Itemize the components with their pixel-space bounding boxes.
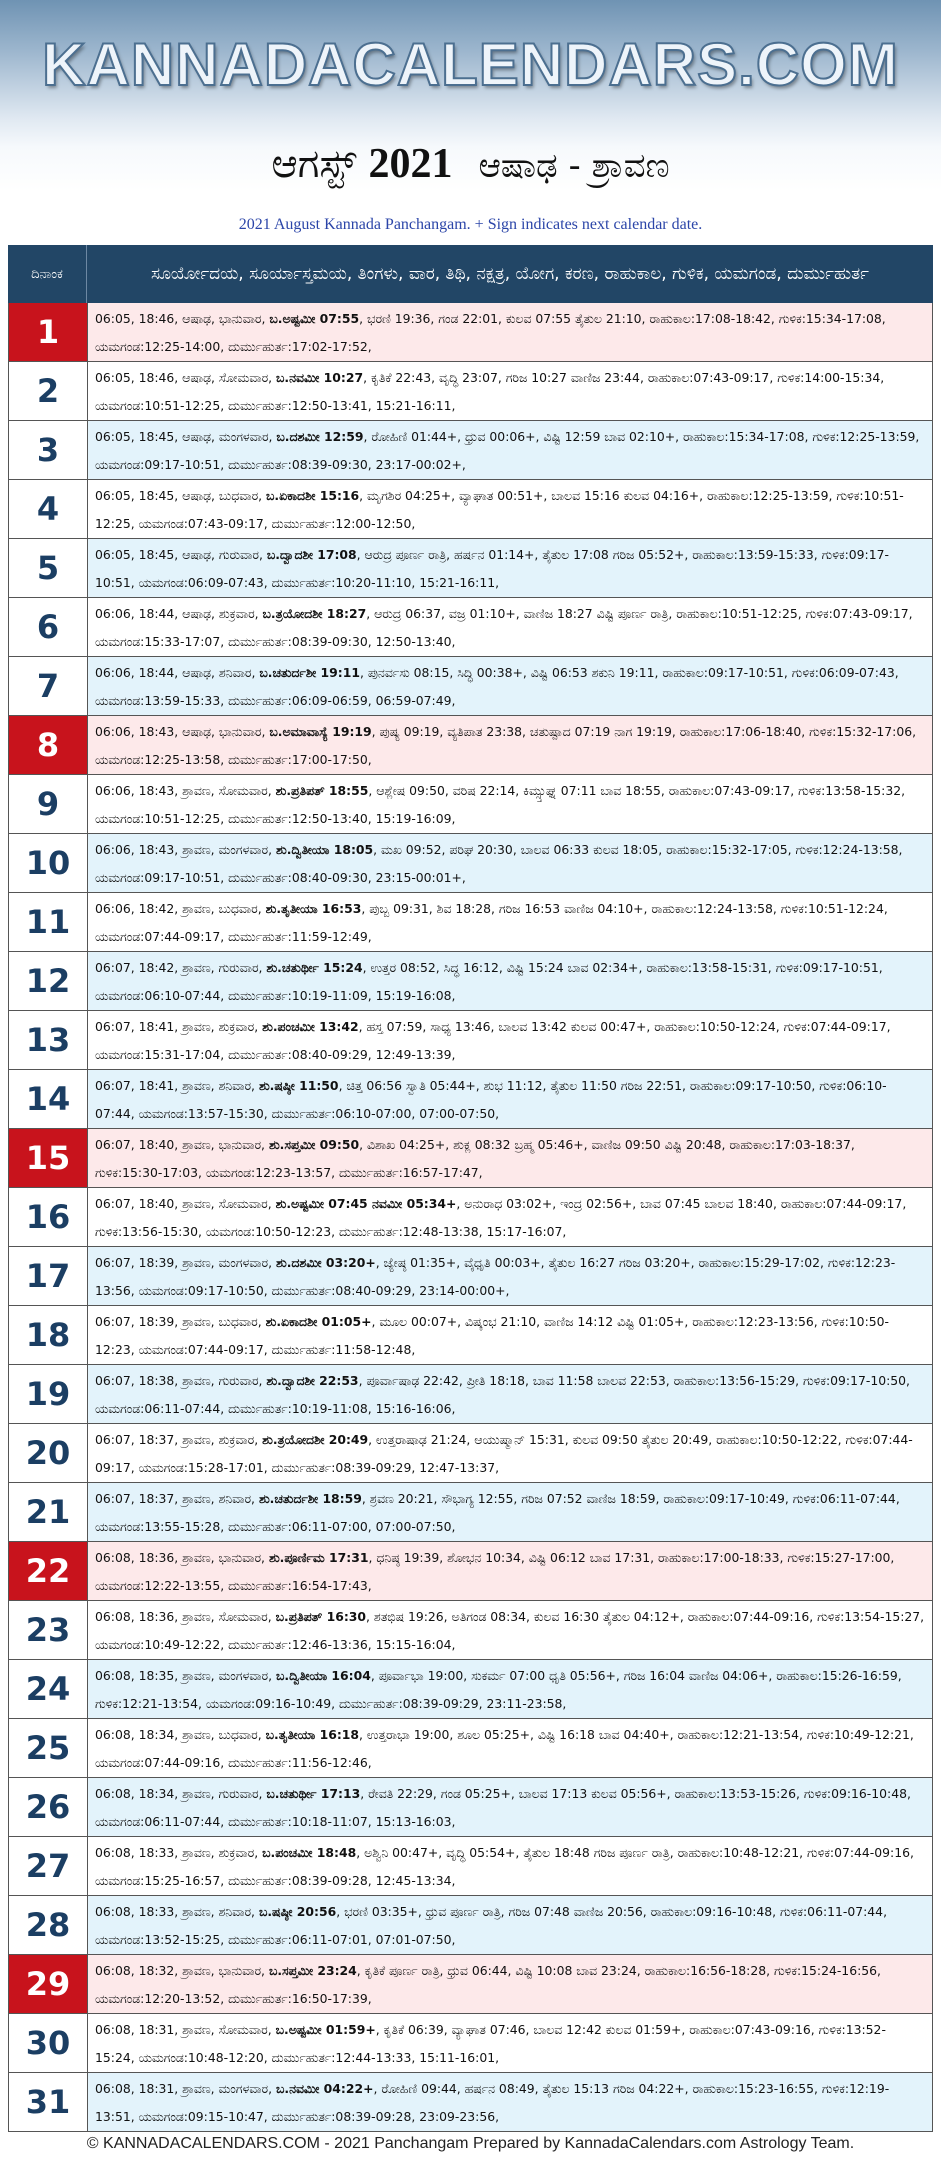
day-number: 10 [8, 834, 88, 892]
table-row [8, 1896, 933, 1955]
day-number: 3 [8, 421, 88, 479]
day-number: 4 [8, 480, 88, 538]
table-row [8, 598, 933, 657]
details-rest: , ಪುಷ್ಯ 09:19, ವ್ಯತಿಪಾತ 23:38, ಚತುಷ್ಪಾದ 07:19 ನಾಗ 19:19, ರಾಹುಕಾಲ:17:06-18:40, ಗುಳಿಕ:15:32-17:06, ಯಮಗಂಡ:12:25-13:58, ದುರ್ಮುಹುರ್ತ:17:00-17:50, [95, 724, 917, 767]
details-rest: , ಕೃತಿಕೆ 22:43, ವೃದ್ಧಿ 23:07, ಗರಿಜ 10:27 ವಾಣಿಜ 23:44, ರಾಹುಕಾಲ:07:43-09:17, ಗುಳಿಕ:14:00-15:34, ಯಮಗಂಡ:10:51-12:25, ದುರ್ಮುಹುರ್ತ:12:50-13:41, 15:21-16:11, [95, 370, 885, 413]
tithi: ಶು.ಚತುರ್ದಶೀ 18:59 [258, 1491, 362, 1506]
table-row [8, 1483, 933, 1542]
details-rest: , ಅನುರಾಧ 03:02+, ಇಂದ್ರ 02:56+, ಬಾವ 07:45 ಬಾಲವ 18:40, ರಾಹುಕಾಲ:07:44-09:17, ಗುಳಿಕ:13:56-15:30, ಯಮಗಂಡ:10:50-12:23, ದುರ್ಮುಹುರ್ತ:12:48-13:38, 15:17-16:07, [95, 1196, 907, 1239]
day-number: 12 [8, 952, 88, 1010]
tithi: ಬ.ತ್ರಯೋದಶೀ 18:27 [262, 606, 367, 621]
details-prefix: 06:06, 18:43, ಆಷಾಢ, ಭಾನುವಾರ, [95, 724, 270, 739]
details-prefix: 06:05, 18:46, ಆಷಾಢ, ಸೋಮವಾರ, [95, 370, 277, 385]
details-prefix: 06:05, 18:45, ಆಷಾಢ, ಬುಧವಾರ, [95, 488, 267, 503]
table-row [8, 1247, 933, 1306]
details-rest: , ಹಸ್ತ 07:59, ಸಾಧ್ಯ 13:46, ಬಾಲವ 13:42 ಕುಲವ 00:47+, ರಾಹುಕಾಲ:10:50-12:24, ಗುಳಿಕ:07:44-09:17, ಯಮಗಂಡ:15:31-17:04, ದುರ್ಮುಹುರ್ತ:08:40-09:29, 12:49-13:39, [95, 1019, 891, 1062]
details-rest: , ಚಿತ್ತ 06:56 ಸ್ವಾತಿ 05:44+, ಶುಭ 11:12, ತೈತುಲ 11:50 ಗರಿಜ 22:51, ರಾಹುಕಾಲ:09:17-10:50, ಗುಳಿಕ:06:10-07:44, ಯಮಗಂಡ:13:57-15:30, ದುರ್ಮುಹುರ್ತ:06:10-07:00, 07:00-07:50, [95, 1078, 887, 1121]
table-row [8, 362, 933, 421]
day-details [88, 1483, 933, 1541]
day-details [88, 1896, 933, 1954]
day-details [88, 716, 933, 774]
details-prefix: 06:07, 18:38, ಶ್ರಾವಣ, ಗುರುವಾರ, [95, 1373, 267, 1388]
details-rest: , ಅಶ್ವಿನಿ 00:47+, ವೃದ್ಧಿ 05:54+, ತೈತುಲ 18:48 ಗರಿಜ ಪೂರ್ಣ ರಾತ್ರಿ, ರಾಹುಕಾಲ:10:48-12:21, ಗುಳಿಕ:07:44-09:16, ಯಮಗಂಡ:15:25-16:57, ದುರ್ಮುಹುರ್ತ:08:39-09:28, 12:45-13:34, [95, 1845, 914, 1888]
day-details [88, 2073, 933, 2131]
day-number: 20 [8, 1424, 88, 1482]
details-rest: , ಧನಿಷ್ಠ 19:39, ಶೋಭನ 10:34, ವಿಷ್ಟಿ 06:12 ಬಾವ 17:31, ರಾಹುಕಾಲ:17:00-18:33, ಗುಳಿಕ:15:27-17:00, ಯಮಗಂಡ:12:22-13:55, ದುರ್ಮುಹುರ್ತ:16:54-17:43, [95, 1550, 895, 1593]
details-prefix: 06:07, 18:40, ಶ್ರಾವಣ, ಸೋಮವಾರ, [95, 1196, 276, 1211]
day-details [88, 775, 933, 833]
day-number: 14 [8, 1070, 88, 1128]
tithi: ಬ.ಚತುರ್ಥೀ 17:13 [266, 1786, 361, 1801]
day-number: 11 [8, 893, 88, 951]
details-prefix: 06:08, 18:33, ಶ್ರಾವಣ, ಶನಿವಾರ, [95, 1904, 259, 1919]
tithi: ಬ.ಷಷ್ಠೀ 20:56 [258, 1904, 337, 1919]
tithi: ಬ.ಅಷ್ಟಮೀ 01:59+ [275, 2022, 376, 2037]
table-row [8, 1129, 933, 1188]
day-details [88, 1955, 933, 2013]
day-details [88, 952, 933, 1010]
day-details [88, 1542, 933, 1600]
tithi: ಬ.ದ್ವಿತೀಯಾ 16:04 [275, 1668, 371, 1683]
lunar-months: ಆಷಾಢ - ಶ್ರಾವಣ [478, 146, 670, 186]
day-number: 15 [8, 1129, 88, 1187]
day-details [88, 1424, 933, 1482]
tithi: ಬ.ಅಷ್ಟಮೀ 07:55 [269, 311, 360, 326]
table-header [8, 245, 933, 303]
table-body [8, 303, 933, 2132]
tithi: ಬ.ತೃತೀಯಾ 16:18 [265, 1727, 360, 1742]
details-prefix: 06:06, 18:44, ಆಷಾಢ, ಶುಕ್ರವಾರ, [95, 606, 263, 621]
month-name: ಆಗಸ್ಟ್ [271, 141, 357, 187]
day-number: 5 [8, 539, 88, 597]
table-row [8, 1601, 933, 1660]
day-details [88, 1129, 933, 1187]
details-prefix: 06:05, 18:45, ಆಷಾಢ, ಗುರುವಾರ, [95, 547, 267, 562]
details-prefix: 06:07, 18:39, ಶ್ರಾವಣ, ಮಂಗಳವಾರ, [95, 1255, 276, 1270]
day-details [88, 1365, 933, 1423]
details-rest: , ಪೂರ್ವಾಷಾಢ 22:42, ಪ್ರೀತಿ 18:18, ಬಾವ 11:58 ಬಾಲವ 22:53, ರಾಹುಕಾಲ:13:56-15:29, ಗುಳಿಕ:09:17-10:50, ಯಮಗಂಡ:06:11-07:44, ದುರ್ಮುಹುರ್ತ:10:19-11:08, 15:16-16:06, [95, 1373, 910, 1416]
day-number: 6 [8, 598, 88, 656]
table-row [8, 1778, 933, 1837]
details-prefix: 06:08, 18:34, ಶ್ರಾವಣ, ಗುರುವಾರ, [95, 1786, 267, 1801]
day-number: 30 [8, 2014, 88, 2072]
details-rest: , ಕೃತಿಕೆ ಪೂರ್ಣ ರಾತ್ರಿ, ಧ್ರುವ 06:44, ವಿಷ್ಟಿ 10:08 ಬಾವ 23:24, ರಾಹುಕಾಲ:16:56-18:28, ಗುಳಿಕ:15:24-16:56, ಯಮಗಂಡ:12:20-13:52, ದುರ್ಮುಹುರ್ತ:16:50-17:39, [95, 1963, 881, 2006]
details-rest: , ಮೂಲ 00:07+, ವಿಷ್ಕಂಭ 21:10, ವಾಣಿಜ 14:12 ವಿಷ್ಟಿ 01:05+, ರಾಹುಕಾಲ:12:23-13:56, ಗುಳಿಕ:10:50-12:23, ಯಮಗಂಡ:07:44-09:17, ದುರ್ಮುಹುರ್ತ:11:58-12:48, [95, 1314, 889, 1357]
tithi: ಬ.ಅಮಾವಾಸ್ಯೆ 19:19 [269, 724, 372, 739]
details-rest: , ಪೂರ್ವಾಭಾ 19:00, ಸುಕರ್ಮ 07:00 ಧೃತಿ 05:56+, ಗರಿಜ 16:04 ವಾಣಿಜ 04:06+, ರಾಹುಕಾಲ:15:26-16:59, ಗುಳಿಕ:12:21-13:54, ಯಮಗಂಡ:09:16-10:49, ದುರ್ಮುಹುರ್ತ:08:39-09:29, 23:11-23:58, [95, 1668, 902, 1711]
table-row [8, 1660, 933, 1719]
tithi: ಶು.ಸಪ್ತಮೀ 09:50 [268, 1137, 360, 1152]
tithi: ಶು.ತ್ರಯೋದಶೀ 20:49 [262, 1432, 369, 1447]
day-number: 22 [8, 1542, 88, 1600]
details-rest: , ಜ್ಯೇಷ್ಠ 01:35+, ವೈಧೃತಿ 00:03+, ತೈತುಲ 16:27 ಗರಿಜ 03:20+, ರಾಹುಕಾಲ:15:29-17:02, ಗುಳಿಕ:12:23-13:56, ಯಮಗಂಡ:09:17-10:50, ದುರ್ಮುಹುರ್ತ:08:40-09:29, 23:14-00:00+, [95, 1255, 896, 1298]
tithi: ಬ.ನವಮೀ 04:22+ [275, 2081, 374, 2096]
tithi: ಶು.ಪಂಚಮೀ 13:42 [262, 1019, 359, 1034]
year: 2021 [368, 141, 453, 187]
table-row [8, 539, 933, 598]
footer-credit: © KANNADACALENDARS.COM - 2021 Panchangam Prepared by KannadaCalendars.com Astrology Team. [86, 2135, 855, 2152]
details-prefix: 06:06, 18:44, ಆಷಾಢ, ಶನಿವಾರ, [95, 665, 260, 680]
day-number: 23 [8, 1601, 88, 1659]
details-rest: , ಮಖ 09:52, ಪರಿಘ 20:30, ಬಾಲವ 06:33 ಕುಲವ 18:05, ರಾಹುಕಾಲ:15:32-17:05, ಗುಳಿಕ:12:24-13:58, ಯಮಗಂಡ:09:17-10:51, ದುರ್ಮುಹುರ್ತ:08:40-09:30, 23:15-00:01+, [95, 842, 903, 885]
details-prefix: 06:08, 18:33, ಶ್ರಾವಣ, ಶುಕ್ರವಾರ, [95, 1845, 263, 1860]
table-row [8, 1719, 933, 1778]
table-row [8, 1424, 933, 1483]
day-number: 21 [8, 1483, 88, 1541]
details-rest: , ಉತ್ತರ 08:52, ಸಿದ್ಧ 16:12, ವಿಷ್ಟಿ 15:24 ಬಾವ 02:34+, ರಾಹುಕಾಲ:13:58-15:31, ಗುಳಿಕ:09:17-10:51, ಯಮಗಂಡ:06:10-07:44, ದುರ್ಮುಹುರ್ತ:10:19-11:09, 15:19-16:08, [95, 960, 883, 1003]
details-rest: , ಭರಣಿ 03:35+, ಧ್ರುವ ಪೂರ್ಣ ರಾತ್ರಿ, ಗರಿಜ 07:48 ವಾಣಿಜ 20:56, ರಾಹುಕಾಲ:09:16-10:48, ಗುಳಿಕ:06:11-07:44, ಯಮಗಂಡ:13:52-15:25, ದುರ್ಮುಹುರ್ತ:06:11-07:01, 07:01-07:50, [95, 1904, 888, 1947]
table-row [8, 1070, 933, 1129]
table-row [8, 952, 933, 1011]
tithi: ಬ.ಪ್ರತಿಪತ್ 16:30 [275, 1609, 367, 1624]
tithi: ಬ.ಏಕಾದಶೀ 15:16 [266, 488, 360, 503]
details-prefix: 06:06, 18:42, ಶ್ರಾವಣ, ಬುಧವಾರ, [95, 901, 266, 916]
tithi: ಶು.ಚತುರ್ಥೀ 15:24 [266, 960, 363, 975]
day-details [88, 2014, 933, 2072]
table-row [8, 1365, 933, 1424]
table-row [8, 1542, 933, 1601]
details-prefix: 06:08, 18:32, ಶ್ರಾವಣ, ಭಾನುವಾರ, [95, 1963, 269, 1978]
details-rest: , ಆಶ್ಲೇಷ 09:50, ವರಿಷ 22:14, ಕಿಮ್ಸ್ತುಘ್ನ 07:11 ಬಾವ 18:55, ರಾಹುಕಾಲ:07:43-09:17, ಗುಳಿಕ:13:58-15:32, ಯಮಗಂಡ:10:51-12:25, ದುರ್ಮುಹುರ್ತ:12:50-13:40, 15:19-16:09, [95, 783, 906, 826]
tithi: ಶು.ತೃತೀಯಾ 16:53 [265, 901, 362, 916]
table-row [8, 421, 933, 480]
table-row [8, 1011, 933, 1070]
details-rest: , ಶತಭಿಷ 19:26, ಅತಿಗಂಡ 08:34, ಕುಲವ 16:30 ತೈತುಲ 04:12+, ರಾಹುಕಾಲ:07:44-09:16, ಗುಳಿಕ:13:54-15:27, ಯಮಗಂಡ:10:49-12:22, ದುರ್ಮುಹುರ್ತ:12:46-13:36, 15:15-16:04, [95, 1609, 925, 1652]
details-prefix: 06:08, 18:36, ಶ್ರಾವಣ, ಸೋಮವಾರ, [95, 1609, 276, 1624]
details-prefix: 06:08, 18:31, ಶ್ರಾವಣ, ಮಂಗಳವಾರ, [95, 2081, 276, 2096]
table-row [8, 303, 933, 362]
tithi: ಶು.ಅಷ್ಟಮೀ 07:45 ನವಮೀ 05:34+ [275, 1196, 457, 1211]
details-rest: , ಆರುದ್ರ 06:37, ವಜ್ರ 01:10+, ವಾಣಿಜ 18:27 ವಿಷ್ಟಿ ಪೂರ್ಣ ರಾತ್ರಿ, ರಾಹುಕಾಲ:10:51-12:25, ಗುಳಿಕ:07:43-09:17, ಯಮಗಂಡ:15:33-17:07, ದುರ್ಮುಹುರ್ತ:08:39-09:30, 12:50-13:40, [95, 606, 913, 649]
day-number: 24 [8, 1660, 88, 1718]
table-row [8, 657, 933, 716]
day-details [88, 893, 933, 951]
day-number: 31 [8, 2073, 88, 2131]
day-details [88, 1306, 933, 1364]
subtitle: 2021 August Kannada Panchangam. + Sign indicates next calendar date. [238, 216, 703, 233]
day-details [88, 598, 933, 656]
day-details [88, 539, 933, 597]
table-row [8, 893, 933, 952]
day-number: 29 [8, 1955, 88, 2013]
details-prefix: 06:08, 18:31, ಶ್ರಾವಣ, ಸೋಮವಾರ, [95, 2022, 276, 2037]
day-details [88, 1247, 933, 1305]
day-details [88, 1719, 933, 1777]
day-number: 9 [8, 775, 88, 833]
details-prefix: 06:06, 18:43, ಶ್ರಾವಣ, ಸೋಮವಾರ, [95, 783, 276, 798]
details-prefix: 06:06, 18:43, ಶ್ರಾವಣ, ಮಂಗಳವಾರ, [95, 842, 276, 857]
tithi: ಶು.ಪ್ರತಿಪತ್ 18:55 [275, 783, 369, 798]
tithi: ಶು.ಪೂರ್ಣಿಮ 17:31 [268, 1550, 369, 1565]
table-row [8, 2014, 933, 2073]
table-row [8, 834, 933, 893]
tithi: ಬ.ಪಂಚಮೀ 18:48 [262, 1845, 357, 1860]
table-row [8, 1188, 933, 1247]
details-rest: , ರೇವತಿ 22:29, ಗಂಡ 05:25+, ಬಾಲವ 17:13 ಕುಲವ 05:56+, ರಾಹುಕಾಲ:13:53-15:26, ಗುಳಿಕ:09:16-10:48, ಯಮಗಂಡ:06:11-07:44, ದುರ್ಮುಹುರ್ತ:10:18-11:07, 15:13-16:03, [95, 1786, 911, 1829]
day-number: 7 [8, 657, 88, 715]
day-details [88, 480, 933, 538]
details-prefix: 06:07, 18:40, ಶ್ರಾವಣ, ಭಾನುವಾರ, [95, 1137, 269, 1152]
day-number: 13 [8, 1011, 88, 1069]
day-number: 17 [8, 1247, 88, 1305]
tithi: ಬ.ದ್ವಾದಶೀ 17:08 [266, 547, 357, 562]
tithi: ಬ.ನವಮೀ 10:27 [276, 370, 364, 385]
tithi: ಬ.ಸಪ್ತಮೀ 23:24 [268, 1963, 357, 1978]
day-details [88, 1188, 933, 1246]
details-prefix: 06:07, 18:41, ಶ್ರಾವಣ, ಶನಿವಾರ, [95, 1078, 259, 1093]
day-number: 16 [8, 1188, 88, 1246]
details-prefix: 06:05, 18:46, ಆಷಾಢ, ಭಾನುವಾರ, [95, 311, 270, 326]
tithi: ಶು.ಷಷ್ಠೀ 11:50 [258, 1078, 339, 1093]
day-details [88, 1070, 933, 1128]
details-prefix: 06:07, 18:39, ಶ್ರಾವಣ, ಬುಧವಾರ, [95, 1314, 266, 1329]
month-title [0, 140, 941, 188]
site-title[interactable]: KANNADACALENDARS.COM [42, 31, 899, 98]
details-prefix: 06:07, 18:37, ಶ್ರಾವಣ, ಶನಿವಾರ, [95, 1491, 259, 1506]
details-rest: , ಪುನರ್ವಸು 08:15, ಸಿದ್ಧಿ 00:38+, ವಿಷ್ಟಿ 06:53 ಶಕುನಿ 19:11, ರಾಹುಕಾಲ:09:17-10:51, ಗುಳಿಕ:06:09-07:43, ಯಮಗಂಡ:13:59-15:33, ದುರ್ಮುಹುರ್ತ:06:09-06:59, 06:59-07:49, [95, 665, 899, 708]
details-rest: , ಭರಣಿ 19:36, ಗಂಡ 22:01, ಕುಲವ 07:55 ತೈತುಲ 21:10, ರಾಹುಕಾಲ:17:08-18:42, ಗುಳಿಕ:15:34-17:08, ಯಮಗಂಡ:12:25-14:00, ದುರ್ಮುಹುರ್ತ:17:02-17:52, [95, 311, 886, 354]
details-prefix: 06:08, 18:36, ಶ್ರಾವಣ, ಭಾನುವಾರ, [95, 1550, 269, 1565]
details-rest: , ರೋಹಿಣಿ 09:44, ಹರ್ಷನ 08:49, ತೈತುಲ 15:13 ಗರಿಜ 04:22+, ರಾಹುಕಾಲ:15:23-16:55, ಗುಳಿಕ:12:19-13:51, ಯಮಗಂಡ:09:15-10:47, ದುರ್ಮುಹುರ್ತ:08:39-09:28, 23:09-23:56, [95, 2081, 890, 2124]
details-rest: , ಶ್ರವಣ 20:21, ಸೌಭಾಗ್ಯ 12:55, ಗರಿಜ 07:52 ವಾಣಿಜ 18:59, ರಾಹುಕಾಲ:09:17-10:49, ಗುಳಿಕ:06:11-07:44, ಯಮಗಂಡ:13:55-15:28, ದುರ್ಮುಹುರ್ತ:06:11-07:00, 07:00-07:50, [95, 1491, 900, 1534]
details-rest: , ಪುಬ್ಬ 09:31, ಶಿವ 18:28, ಗರಿಜ 16:53 ವಾಣಿಜ 04:10+, ರಾಹುಕಾಲ:12:24-13:58, ಗುಳಿಕ:10:51-12:24, ಯಮಗಂಡ:07:44-09:17, ದುರ್ಮುಹುರ್ತ:11:59-12:49, [95, 901, 888, 944]
details-prefix: 06:05, 18:45, ಆಷಾಢ, ಮಂಗಳವಾರ, [95, 429, 277, 444]
day-details [88, 657, 933, 715]
details-prefix: 06:08, 18:35, ಶ್ರಾವಣ, ಮಂಗಳವಾರ, [95, 1668, 276, 1683]
day-details [88, 303, 933, 361]
table-row [8, 716, 933, 775]
day-details [88, 362, 933, 420]
day-details [88, 1837, 933, 1895]
details-rest: , ಕೃತಿಕೆ 06:39, ವ್ಯಾಘಾತ 07:46, ಬಾಲವ 12:42 ಕುಲವ 01:59+, ರಾಹುಕಾಲ:07:43-09:16, ಗುಳಿಕ:13:52-15:24, ಯಮಗಂಡ:10:48-12:20, ದುರ್ಮುಹುರ್ತ:12:44-13:33, 15:11-16:01, [95, 2022, 886, 2065]
details-rest: , ವಿಶಾಖ 04:25+, ಶುಕ್ಲ 08:32 ಬ್ರಹ್ಮ 05:46+, ವಾಣಿಜ 09:50 ವಿಷ್ಟಿ 20:48, ರಾಹುಕಾಲ:17:03-18:37, ಗುಳಿಕ:15:30-17:03, ಯಮಗಂಡ:12:23-13:57, ದುರ್ಮುಹುರ್ತ:16:57-17:47, [95, 1137, 855, 1180]
header-banner [0, 0, 941, 245]
details-column-header: ಸೂರ್ಯೋದಯ, ಸೂರ್ಯಾಸ್ತಮಯ, ತಿಂಗಳು, ವಾರ, ತಿಥಿ, ನಕ್ಷತ್ರ, ಯೋಗ, ಕರಣ, ರಾಹುಕಾಲ, ಗುಳಿಕ, ಯಮಗಂಡ, ದುರ್ಮುಹುರ್ತ [151, 264, 869, 284]
details-rest: , ಉತ್ತರಾಭಾ 19:00, ಶೂಲ 05:25+, ವಿಷ್ಟಿ 16:18 ಬಾವ 04:40+, ರಾಹುಕಾಲ:12:21-13:54, ಗುಳಿಕ:10:49-12:21, ಯಮಗಂಡ:07:44-09:16, ದುರ್ಮುಹುರ್ತ:11:56-12:46, [95, 1727, 914, 1770]
day-details [88, 1011, 933, 1069]
tithi: ಶು.ದ್ವಿತೀಯಾ 18:05 [275, 842, 374, 857]
table-row [8, 1306, 933, 1365]
day-details [88, 834, 933, 892]
day-number: 26 [8, 1778, 88, 1836]
day-number: 28 [8, 1896, 88, 1954]
date-column-header: ದಿನಾಂಕ [8, 245, 87, 303]
details-rest: , ಮೃಗಶಿರ 04:25+, ವ್ಯಾಘಾತ 00:51+, ಬಾಲವ 15:16 ಕುಲವ 04:16+, ರಾಹುಕಾಲ:12:25-13:59, ಗುಳಿಕ:10:51-12:25, ಯಮಗಂಡ:07:43-09:17, ದುರ್ಮುಹುರ್ತ:12:00-12:50, [95, 488, 904, 531]
day-details [88, 1778, 933, 1836]
tithi: ಶು.ದ್ವಾದಶೀ 22:53 [266, 1373, 359, 1388]
day-number: 8 [8, 716, 88, 774]
table-row [8, 775, 933, 834]
table-row [8, 2073, 933, 2132]
details-prefix: 06:07, 18:37, ಶ್ರಾವಣ, ಶುಕ್ರವಾರ, [95, 1432, 263, 1447]
details-rest: , ಆರುದ್ರ ಪೂರ್ಣ ರಾತ್ರಿ, ಹರ್ಷನ 01:14+, ತೈತುಲ 17:08 ಗರಿಜ 05:52+, ರಾಹುಕಾಲ:13:59-15:33, ಗುಳಿಕ:09:17-10:51, ಯಮಗಂಡ:06:09-07:43, ದುರ್ಮುಹುರ್ತ:10:20-11:10, 15:21-16:11, [95, 547, 889, 590]
day-number: 25 [8, 1719, 88, 1777]
day-number: 2 [8, 362, 88, 420]
table-row [8, 480, 933, 539]
day-details [88, 421, 933, 479]
day-number: 27 [8, 1837, 88, 1895]
day-number: 1 [8, 303, 88, 361]
details-rest: , ರೋಹಿಣಿ 01:44+, ಧ್ರುವ 00:06+, ವಿಷ್ಟಿ 12:59 ಬಾವ 02:10+, ರಾಹುಕಾಲ:15:34-17:08, ಗುಳಿಕ:12:25-13:59, ಯಮಗಂಡ:09:17-10:51, ದುರ್ಮುಹುರ್ತ:08:39-09:30, 23:17-00:02+, [95, 429, 920, 472]
details-prefix: 06:08, 18:34, ಶ್ರಾವಣ, ಬುಧವಾರ, [95, 1727, 266, 1742]
tithi: ಶು.ದಶಮೀ 03:20+ [275, 1255, 376, 1270]
day-number: 18 [8, 1306, 88, 1364]
tithi: ಶು.ಏಕಾದಶೀ 01:05+ [265, 1314, 372, 1329]
details-prefix: 06:07, 18:41, ಶ್ರಾವಣ, ಶುಕ್ರವಾರ, [95, 1019, 263, 1034]
day-number: 19 [8, 1365, 88, 1423]
tithi: ಬ.ದಶಮೀ 12:59 [276, 429, 364, 444]
table-row [8, 1837, 933, 1896]
table-row [8, 1955, 933, 2014]
details-prefix: 06:07, 18:42, ಶ್ರಾವಣ, ಗುರುವಾರ, [95, 960, 267, 975]
details-rest: , ಉತ್ತರಾಷಾಢ 21:24, ಆಯುಷ್ಮಾನ್ 15:31, ಕುಲವ 09:50 ತೈತುಲ 20:49, ರಾಹುಕಾಲ:10:50-12:22, ಗುಳಿಕ:07:44-09:17, ಯಮಗಂಡ:15:28-17:01, ದುರ್ಮುಹುರ್ತ:08:39-09:29, 12:47-13:37, [95, 1432, 913, 1475]
panchangam-table [8, 245, 933, 2132]
tithi: ಬ.ಚತುರ್ದಶೀ 19:11 [259, 665, 360, 680]
day-details [88, 1601, 933, 1659]
day-details [88, 1660, 933, 1718]
